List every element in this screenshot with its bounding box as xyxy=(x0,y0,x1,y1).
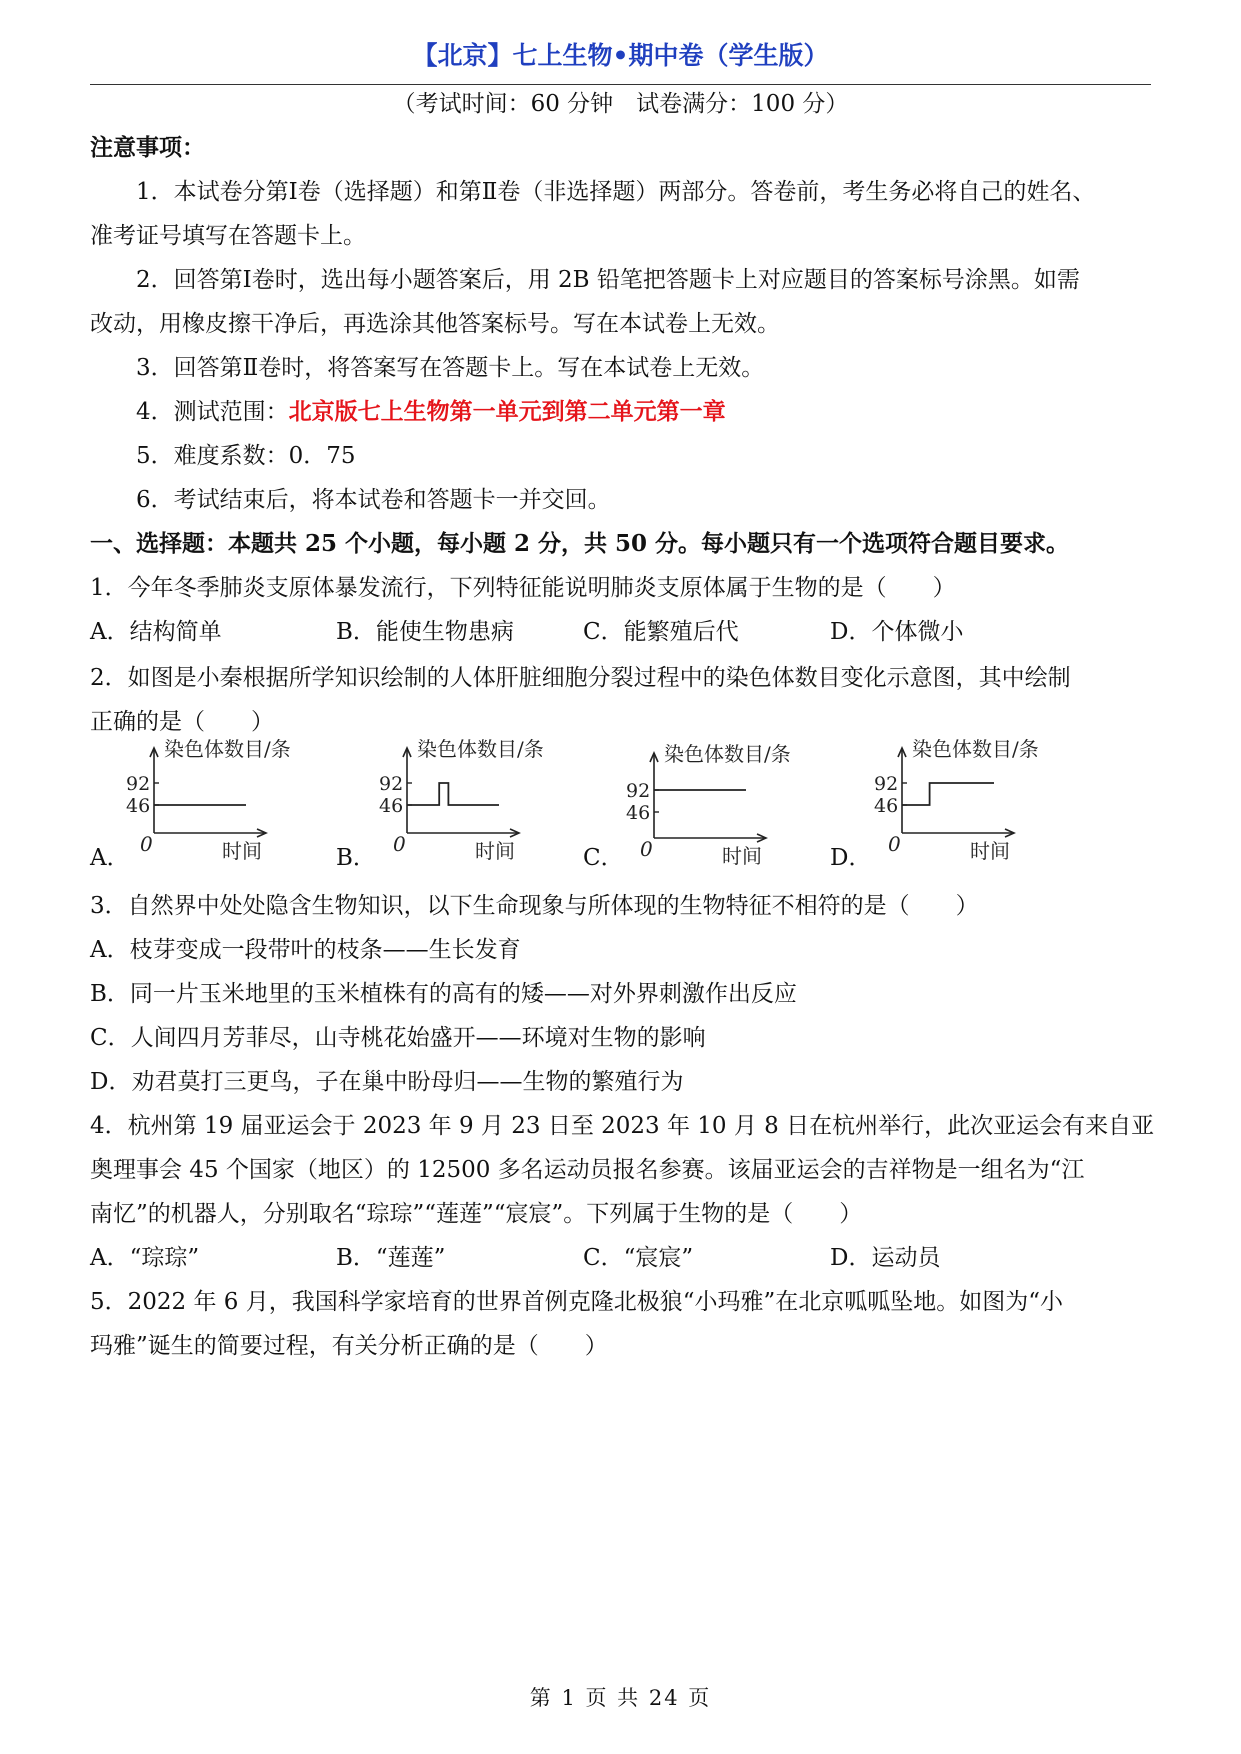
question-stem: 南忆”的机器人，分别取名“琮琮”“莲莲”“宸宸”。下列属于生物的是（ ） xyxy=(90,1201,863,1227)
series-line xyxy=(902,783,994,805)
question-stem: 正确的是（ ） xyxy=(90,709,274,735)
header-title: 【北京】七上生物•期中卷（学生版） xyxy=(412,41,829,70)
option-d: D． xyxy=(830,845,872,871)
x-axis-label: 时间 xyxy=(475,839,515,863)
notes-heading: 注意事项： xyxy=(90,134,205,161)
note-item: 6．考试结束后，将本试卷和答题卡一并交回。 xyxy=(136,487,611,513)
option-d: D．个体微小 xyxy=(830,619,964,645)
tick-label-92: 92 xyxy=(626,780,651,802)
y-axis-label: 染色体数目/条 xyxy=(912,737,1039,761)
question-stem: 1．今年冬季肺炎支原体暴发流行，下列特征能说明肺炎支原体属于生物的是（ ） xyxy=(90,575,956,601)
question-stem: 玛雅”诞生的简要过程，有关分析正确的是（ ） xyxy=(90,1333,608,1359)
question-stem: 5．2022 年 6 月，我国科学家培育的世界首例克隆北极狼“小玛雅”在北京呱呱坠地。如图为“小 xyxy=(90,1289,1064,1315)
option-c: C．能繁殖后代 xyxy=(583,619,739,645)
question-stem: 4．杭州第 19 届亚运会于 2023 年 9 月 23 日至 2023 年 10 月 8 日在杭州举行，此次亚运会有来自亚 xyxy=(90,1113,1155,1139)
series-line xyxy=(407,783,499,805)
x-axis-label: 时间 xyxy=(722,844,762,868)
option-b: B．同一片玉米地里的玉米植株有的高有的矮——对外界刺激作出反应 xyxy=(90,981,797,1007)
note-item-label: 4．测试范围： xyxy=(136,399,289,425)
page-number: 第 1 页 共 24 页 xyxy=(529,1686,712,1710)
tick-label-92: 92 xyxy=(379,773,404,795)
x-axis-label: 时间 xyxy=(222,839,262,863)
tick-label-46: 46 xyxy=(126,795,151,817)
note-item: 改动，用橡皮擦干净后，再选涂其他答案标号。写在本试卷上无效。 xyxy=(90,311,780,337)
option-b: B． xyxy=(336,845,376,871)
option-b: B．能使生物患病 xyxy=(336,619,514,645)
test-scope: 北京版七上生物第一单元到第二单元第一章 xyxy=(288,398,726,425)
y-axis-label: 染色体数目/条 xyxy=(164,737,291,761)
y-axis-label: 染色体数目/条 xyxy=(664,742,791,766)
option-b: B．“莲莲” xyxy=(336,1245,446,1271)
chromosome-chart xyxy=(874,737,1039,863)
x-axis-label: 时间 xyxy=(970,839,1010,863)
option-a: A．结构简单 xyxy=(90,619,222,645)
option-a: A．枝芽变成一段带叶的枝条——生长发育 xyxy=(90,937,521,963)
note-item: 3．回答第Ⅱ卷时，将答案写在答题卡上。写在本试卷上无效。 xyxy=(136,355,765,381)
exam-info: （考试时间：60 分钟 试卷满分：100 分） xyxy=(392,91,849,117)
tick-label-46: 46 xyxy=(626,802,651,824)
note-item: 1．本试卷分第Ⅰ卷（选择题）和第Ⅱ卷（非选择题）两部分。答卷前，考生务必将自己的姓名、 xyxy=(136,179,1096,205)
y-axis-label: 染色体数目/条 xyxy=(417,737,544,761)
tick-label-46: 46 xyxy=(379,795,404,817)
origin-label: 0 xyxy=(140,832,153,856)
option-a: A．“琮琮” xyxy=(90,1245,200,1271)
chromosome-chart xyxy=(126,737,291,863)
note-item: 5．难度系数：0．75 xyxy=(136,443,356,469)
question-stem: 奥理事会 45 个国家（地区）的 12500 多名运动员报名参赛。该届亚运会的吉祥物是一组名为“江 xyxy=(90,1157,1085,1183)
origin-label: 0 xyxy=(888,832,901,856)
origin-label: 0 xyxy=(393,832,406,856)
question-stem: 2．如图是小秦根据所学知识绘制的人体肝脏细胞分裂过程中的染色体数目变化示意图，其中绘制 xyxy=(90,665,1071,691)
question-stem: 3．自然界中处处隐含生物知识，以下生命现象与所体现的生物特征不相符的是（ ） xyxy=(90,893,979,919)
note-item: 准考证号填写在答题卡上。 xyxy=(90,223,366,249)
tick-label-92: 92 xyxy=(874,773,899,795)
note-item: 2．回答第Ⅰ卷时，选出每小题答案后，用 2B 铅笔把答题卡上对应题目的答案标号涂黑。如需 xyxy=(136,267,1080,293)
option-d: D．劝君莫打三更鸟，子在巢中盼母归——生物的繁殖行为 xyxy=(90,1069,684,1095)
option-a: A． xyxy=(90,845,130,871)
origin-label: 0 xyxy=(640,837,653,861)
chromosome-chart xyxy=(379,737,544,863)
option-c: C．人间四月芳菲尽，山寺桃花始盛开——环境对生物的影响 xyxy=(90,1025,706,1051)
tick-label-46: 46 xyxy=(874,795,899,817)
section-heading: 一、选择题：本题共 25 个小题，每小题 2 分，共 50 分。每小题只有一个选项符合题目要求。 xyxy=(90,530,1070,557)
option-c: C．“宸宸” xyxy=(583,1245,694,1271)
tick-label-92: 92 xyxy=(126,773,151,795)
chromosome-chart xyxy=(626,742,791,868)
option-c: C． xyxy=(583,845,624,871)
option-d: D．运动员 xyxy=(830,1245,941,1271)
